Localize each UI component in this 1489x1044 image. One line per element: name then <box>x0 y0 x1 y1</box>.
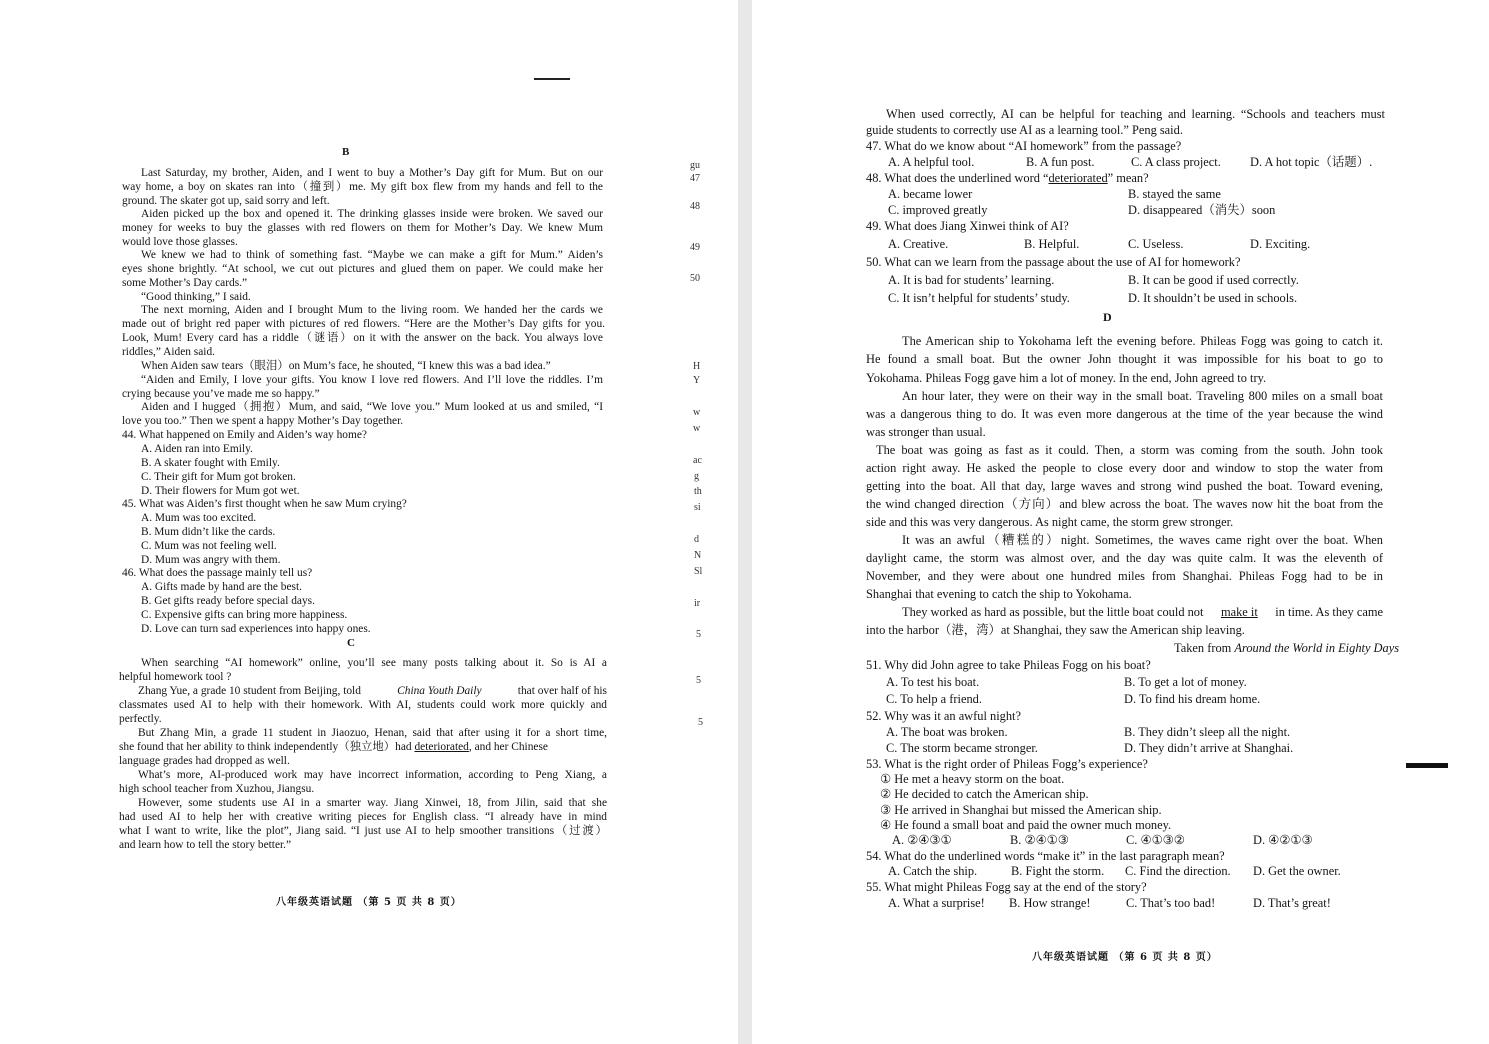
cut-fragment: th <box>694 486 702 497</box>
cut-fragment: Y <box>693 375 701 386</box>
passage-line: The boat was going as fast as it could. Then, a storm was coming from the south. John took <box>876 443 1383 457</box>
answer-option[interactable]: C. Find the direction. <box>1125 864 1231 878</box>
passage-line: helpful homework tool ? <box>119 671 232 683</box>
cut-fragment: si <box>694 502 701 513</box>
cut-fragment: d <box>694 534 699 545</box>
question-text: 46. What does the passage mainly tell us? <box>122 567 313 579</box>
passage-line: way home, a boy on skates ran into（撞到）me. My gift box flew from my hands and fell to the <box>122 181 603 193</box>
cut-fragment: 5 <box>696 675 701 686</box>
section-b-heading: B <box>342 146 350 158</box>
passage-line: November, and they were about one hundred miles from Shanghai. Phileas Fogg had to be in <box>866 569 1383 583</box>
top-mark <box>534 78 570 80</box>
option-row <box>888 895 1331 911</box>
question-text: 51. Why did John agree to take Phileas Fogg on his boat? <box>866 658 1151 672</box>
underlined-word: deteriorated <box>414 741 469 753</box>
answer-option[interactable]: C. improved greatly <box>888 203 988 217</box>
option-row <box>892 832 1313 848</box>
passage-line: “Good thinking,” I said. <box>141 291 251 303</box>
answer-option[interactable]: A. ②④③① <box>892 833 952 847</box>
passage-line: Look, Mum! Every card has a riddle（谜语）on it with the answer on the back. You always love <box>122 332 603 344</box>
answer-option[interactable]: D. Love can turn sad experiences into happy ones. <box>141 623 371 635</box>
answer-option[interactable]: B. Fight the storm. <box>1011 864 1105 878</box>
answer-option[interactable]: C. That’s too bad! <box>1126 896 1216 910</box>
answer-option[interactable]: C. Their gift for Mum got broken. <box>141 471 296 483</box>
cut-fragment: ir <box>694 598 701 609</box>
passage-line: would love those glasses. <box>122 236 238 248</box>
answer-option[interactable]: C. ④①③② <box>1126 833 1185 847</box>
answer-option[interactable]: A. Aiden ran into Emily. <box>141 443 253 455</box>
cut-fragment: H <box>693 361 701 372</box>
question-text: 50. What can we learn from the passage about the use of AI for homework? <box>866 255 1241 269</box>
passage-line: Last Saturday, my brother, Aiden, and I went to buy a Mother’s Day gift for Mum. But on our <box>141 167 603 179</box>
answer-option[interactable]: C. A class project. <box>1131 155 1221 169</box>
passage-line: When searching “AI homework” online, you’ll see many posts talking about it. So is AI a <box>141 657 607 669</box>
passage-line: daylight came, the storm was almost over, and the day was quite calm. It was the eleventh of <box>866 551 1383 565</box>
cut-fragment: w <box>693 423 701 434</box>
passage-line: It was an awful（糟糕的）night. Sometimes, the waves came right over the boat. When <box>902 533 1383 547</box>
answer-option[interactable]: C. The storm became stronger. <box>886 741 1038 755</box>
answer-option[interactable]: B. stayed the same <box>1128 187 1221 201</box>
answer-option[interactable]: D. Get the owner. <box>1253 864 1341 878</box>
answer-option[interactable]: D. Their flowers for Mum got wet. <box>141 485 300 497</box>
answer-option[interactable]: A. Catch the ship. <box>888 864 978 878</box>
answer-option[interactable]: B. Mum didn’t like the cards. <box>141 526 276 538</box>
answer-option[interactable]: D. It shouldn’t be used in schools. <box>1128 291 1298 305</box>
source-citation <box>1174 639 1399 657</box>
answer-option[interactable]: D. That’s great! <box>1253 896 1331 910</box>
answer-option[interactable]: C. It isn’t helpful for students’ study. <box>888 291 1070 305</box>
answer-option[interactable]: A. The boat was broken. <box>886 725 1008 739</box>
answer-option[interactable]: A. To test his boat. <box>886 675 980 689</box>
passage-line: An hour later, they were on their way in the small boat. Traveling 800 miles on a small boat <box>902 389 1383 403</box>
answer-option[interactable]: A. A helpful tool. <box>888 155 975 169</box>
text-run: Zhang Yue, a grade 10 student from Beijing, told <box>138 685 361 697</box>
text-run: she found that her ability to think independently（独立地）had <box>119 741 412 753</box>
answer-option[interactable]: A. Mum was too excited. <box>141 512 257 524</box>
page-gutter <box>738 0 752 1044</box>
passage-line: love you too.” Then we spent a happy Mother’s Day together. <box>122 415 404 427</box>
event-item: ① He met a heavy storm on the boat. <box>880 772 1065 786</box>
underlined-word: deteriorated <box>1048 171 1108 185</box>
cut-fragment: ac <box>693 455 702 466</box>
page-footer: 八年级英语试题 （第 5 页 共 8 页） <box>276 897 462 908</box>
passage-line: some Mother’s Day cards.” <box>122 277 248 289</box>
answer-option[interactable]: D. Exciting. <box>1250 237 1311 251</box>
cut-fragment: w <box>693 407 701 418</box>
passage-line: ground. The skater got up, said sorry and left. <box>122 195 330 207</box>
passage-line: Shanghai that evening to catch the ship to Yokohama. <box>866 587 1132 601</box>
passage-line: what I want to write, like the plot”, Jiang said. “I just use AI to help smoother transitions（过渡） <box>119 825 607 837</box>
page-footer: 八年级英语试题 （第 6 页 共 8 页） <box>1032 952 1218 963</box>
cut-fragment: g <box>694 471 699 482</box>
text-run: 48. What does the underlined word “ <box>866 171 1049 185</box>
passage-line: When used correctly, AI can be helpful for teaching and learning. “Schools and teachers must <box>886 107 1385 121</box>
section-d-heading: D <box>1103 310 1112 324</box>
passage-line: Yokohama. Phileas Fogg gave him a lot of money. In the end, John agreed to try. <box>866 371 1267 385</box>
answer-option[interactable]: D. ④②①③ <box>1253 833 1313 847</box>
passage-line: high school teacher from Xuzhou, Jiangsu. <box>119 783 315 795</box>
passage-line: the wind changed direction（方向）and blew across the boat. The waves now hit the boat from the <box>866 497 1383 511</box>
answer-option[interactable]: D. Mum was angry with them. <box>141 554 281 566</box>
question-text <box>866 170 1149 186</box>
answer-option[interactable]: A. Creative. <box>888 237 949 251</box>
section-c-heading: C <box>347 637 355 649</box>
exam-page-6 <box>752 0 1489 1044</box>
text-run: in time. As they came <box>1275 605 1383 619</box>
underlined-phrase: make it <box>1220 605 1258 619</box>
text-run: that over half of his <box>517 685 607 697</box>
answer-option[interactable]: B. ②④①③ <box>1010 833 1069 847</box>
passage-line: “Aiden and Emily, I love your gifts. You know I love red flowers. And I’ll love the riddles. I’m <box>141 374 603 386</box>
question-text: 47. What do we know about “AI homework” from the passage? <box>866 139 1182 153</box>
passage-line: riddles,” Aiden said. <box>122 346 216 358</box>
text-run: ” mean? <box>1107 171 1149 185</box>
passage-line: We knew we had to think of something fast. “Maybe we can make a gift for Mum.” Aiden’s <box>141 249 603 261</box>
answer-option[interactable]: B. Helpful. <box>1024 237 1080 251</box>
answer-option[interactable]: B. It can be good if used correctly. <box>1128 273 1299 287</box>
event-item: ④ He found a small boat and paid the owner much money. <box>880 818 1172 832</box>
passage-line: What’s more, AI-produced work may have incorrect information, according to Peng Xiang, a <box>138 769 607 781</box>
passage-line: getting into the boat. All that day, large waves and strong wind pushed the boat. Toward evening, <box>866 479 1383 493</box>
passage-line: guide students to correctly use AI as a learning tool.” Peng said. <box>866 123 1183 137</box>
cut-fragment: 48 <box>690 201 700 212</box>
answer-option[interactable]: C. To help a friend. <box>886 692 982 706</box>
cut-fragment: Sl <box>694 566 703 577</box>
book-title: Around the World in Eighty Days <box>1234 641 1400 655</box>
newspaper-name: China Youth Daily <box>397 685 482 697</box>
text-run: Taken from <box>1174 641 1232 655</box>
passage-line: was a dangerous thing to do. It was even more dangerous at the time of the year because the wind <box>866 407 1383 421</box>
answer-option[interactable]: B. How strange! <box>1009 896 1091 910</box>
answer-option[interactable]: B. To get a lot of money. <box>1124 675 1247 689</box>
passage-line: action right away. He asked the people to close every door and window to stop the water from <box>866 461 1383 475</box>
passage-line <box>902 603 1383 621</box>
passage-line: into the harbor（港，湾）at Shanghai, they saw the American ship leaving. <box>866 623 1245 637</box>
answer-option[interactable]: D. They didn’t arrive at Shanghai. <box>1124 741 1294 755</box>
answer-option[interactable]: C. Expensive gifts can bring more happiness. <box>141 609 348 621</box>
cut-fragment: 49 <box>690 242 700 253</box>
passage-line: But Zhang Min, a grade 11 student in Jiaozuo, Henan, said that after using it for a short time, <box>138 727 607 739</box>
passage-line: made out of bright red paper with pictures of red flowers. “Here are the Mother’s Day gifts for you. <box>122 318 605 330</box>
passage-line <box>119 741 548 755</box>
passage-line: The American ship to Yokohama left the evening before. Phileas Fogg was going to catch it. <box>902 334 1383 348</box>
passage-line: money for weeks to buy the glasses with red flowers on them for Mother’s Day. We knew Mum <box>122 222 603 234</box>
passage-line: He found a small boat. But the owner John thought it was impossible for his boat to go to <box>866 352 1383 366</box>
question-text: 53. What is the right order of Phileas Fogg’s experience? <box>866 757 1148 771</box>
passage-line: When Aiden saw tears（眼泪）on Mum’s face, he shouted, “I knew this was a bad idea.” <box>141 360 551 372</box>
text-run: They worked as hard as possible, but the little boat could not <box>902 605 1204 619</box>
question-text: 52. Why was it an awful night? <box>866 709 1021 723</box>
answer-option[interactable]: B. A fun post. <box>1026 155 1095 169</box>
answer-option[interactable]: D. A hot topic（话题）. <box>1250 155 1373 169</box>
exam-page-5 <box>0 0 738 1044</box>
question-text: 49. What does Jiang Xinwei think of AI? <box>866 219 1069 233</box>
option-row <box>888 863 1341 879</box>
answer-option[interactable]: D. To find his dream home. <box>1124 692 1261 706</box>
passage-line: However, some students use AI in a smarter way. Jiang Xinwei, 18, from Jilin, said that she <box>138 797 607 809</box>
question-text: 45. What was Aiden’s first thought when he saw Mum crying? <box>122 498 407 510</box>
option-row <box>888 154 1372 170</box>
answer-option[interactable]: B. They didn’t sleep all the night. <box>1124 725 1291 739</box>
question-text: 44. What happened on Emily and Aiden’s way home? <box>122 429 367 441</box>
answer-option[interactable]: D. disappeared（消失）soon <box>1128 203 1276 217</box>
answer-option[interactable]: B. Get gifts ready before special days. <box>141 595 315 607</box>
cut-fragment: 50 <box>690 273 700 284</box>
cut-fragment: 5 <box>698 717 703 728</box>
answer-option[interactable]: B. A skater fought with Emily. <box>141 457 280 469</box>
cut-fragment: 5 <box>696 629 701 640</box>
passage-line: language grades had dropped as well. <box>119 755 290 767</box>
question-text: 55. What might Phileas Fogg say at the end of the story? <box>866 880 1147 894</box>
cut-fragment: gu <box>690 160 700 171</box>
passage-line: side and this was very dangerous. As night came, the storm grew stronger. <box>866 515 1234 529</box>
text-run: , and her Chinese <box>468 741 548 753</box>
edge-mark <box>1406 763 1448 768</box>
passage-line: eyes shone brightly. “At school, we cut out pictures and glued them on paper. We could make her <box>122 263 603 275</box>
answer-option[interactable]: C. Mum was not feeling well. <box>141 540 277 552</box>
cut-fragment: 47 <box>690 173 700 184</box>
passage-line: perfectly. <box>119 713 162 725</box>
passage-line: and learn how to tell the story better.” <box>119 839 292 851</box>
event-item: ② He decided to catch the American ship. <box>880 787 1089 801</box>
answer-option[interactable]: A. It is bad for students’ learning. <box>888 273 1055 287</box>
option-row <box>888 236 1310 252</box>
answer-option[interactable]: A. became lower <box>888 187 973 201</box>
answer-option[interactable]: A. Gifts made by hand are the best. <box>141 581 303 593</box>
passage-line: The next morning, Aiden and I brought Mum to the living room. We handed her the cards we <box>141 304 603 316</box>
event-item: ③ He arrived in Shanghai but missed the American ship. <box>880 803 1162 817</box>
passage-line: had used AI to help her with creative writing pieces for English class. “I already have in mind <box>119 811 607 823</box>
passage-line: Aiden and I hugged（拥抱）Mum, and said, “We love you.” Mum looked at us and smiled, “I <box>141 401 603 413</box>
cut-fragment: N <box>694 550 702 561</box>
passage-line: classmates used AI to help with their homework. With AI, students could work more quickly and <box>119 699 607 711</box>
question-text: 54. What do the underlined words “make it” in the last paragraph mean? <box>866 849 1225 863</box>
passage-line: was stronger than usual. <box>866 425 986 439</box>
answer-option[interactable]: A. What a surprise! <box>888 896 985 910</box>
passage-line <box>138 685 607 699</box>
passage-line: Aiden picked up the box and opened it. The drinking glasses inside were broken. We saved our <box>141 208 603 220</box>
passage-line: crying because you’ve made me so happy.” <box>122 388 320 400</box>
answer-option[interactable]: C. Useless. <box>1128 237 1184 251</box>
